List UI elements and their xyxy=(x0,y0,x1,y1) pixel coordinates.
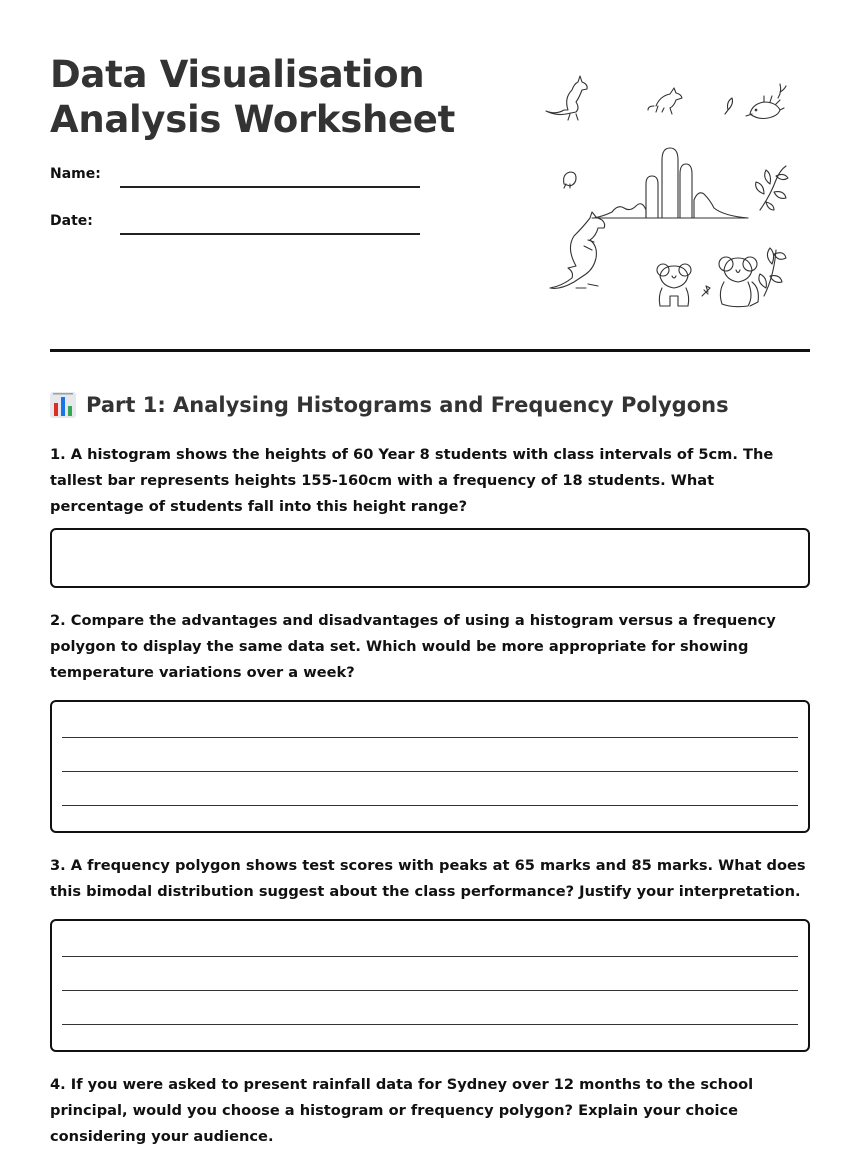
bird-icon xyxy=(564,172,576,188)
answer-line xyxy=(62,990,798,991)
date-field[interactable] xyxy=(120,233,420,235)
answer-line xyxy=(62,956,798,957)
section-heading xyxy=(50,388,729,422)
answer-line xyxy=(62,805,798,806)
answer-line xyxy=(62,771,798,772)
section-title: Part 1: Analysing Histograms and Frequency Polygons xyxy=(86,393,729,417)
question-4: 4. If you were asked to present rainfall data for Sydney over 12 months to the school principal, would you choose a histogram or frequency polygon? Explain your choice considering your audience. xyxy=(50,1076,754,1145)
title-line-1: Data Visualisation xyxy=(50,53,425,96)
name-label: Name: xyxy=(50,166,101,182)
eucalyptus-branch-icon xyxy=(756,166,788,210)
leaf-icon xyxy=(725,98,733,114)
answer-box-3[interactable] xyxy=(50,919,810,1052)
name-field[interactable] xyxy=(120,186,420,188)
answer-line xyxy=(62,1024,798,1025)
question-1: 1. A histogram shows the heights of 60 Year 8 students with class intervals of 5cm. The tallest bar represents heights 155-160cm with a frequency of 18 students. What percentage of students fall into this height range? xyxy=(50,446,774,515)
echidna-icon xyxy=(746,84,786,119)
bar-chart-icon xyxy=(50,392,76,418)
australian-animals-illustration xyxy=(538,70,798,320)
dingo-icon xyxy=(648,88,682,114)
histogram-shape-icon xyxy=(592,148,748,218)
eucalyptus-branch-second-icon xyxy=(759,248,786,296)
kangaroo-large-icon xyxy=(550,212,605,288)
title-line-2: Analysis Worksheet xyxy=(50,98,455,141)
question-3: 3. A frequency polygon shows test scores with peaks at 65 marks and 85 marks. What does this bimodal distribution suggest about the class performance? Justify your interpretation. xyxy=(50,857,806,900)
worksheet-title xyxy=(50,52,455,142)
answer-box-1[interactable] xyxy=(50,528,810,588)
header-divider xyxy=(50,349,810,352)
answer-line xyxy=(62,737,798,738)
kangaroo-icon xyxy=(546,76,587,120)
answer-box-2[interactable] xyxy=(50,700,810,833)
question-2: 2. Compare the advantages and disadvantages of using a histogram versus a frequency polygon to display the same data set. Which would be more appropriate for showing temperature variations over a week? xyxy=(50,612,776,681)
date-label: Date: xyxy=(50,213,93,229)
koala-icon xyxy=(657,264,691,306)
sprig-icon xyxy=(702,286,710,296)
koala-second-icon xyxy=(719,257,758,307)
